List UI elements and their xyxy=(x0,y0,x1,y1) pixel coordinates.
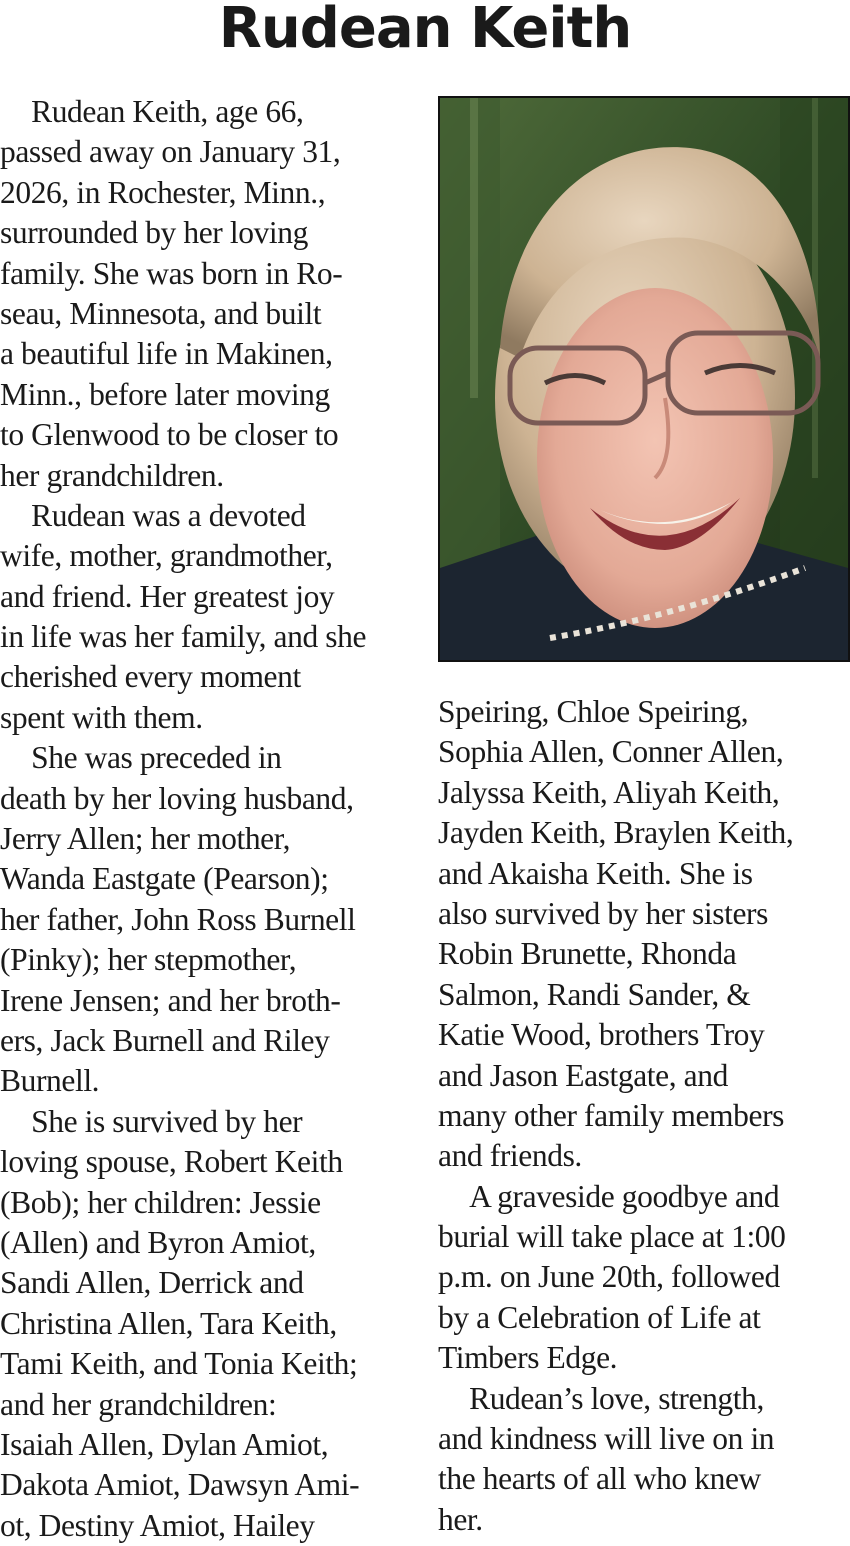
text-line: She is survived by her xyxy=(0,1103,303,1139)
text-line: surrounded by her loving xyxy=(0,215,308,251)
text-line: Sandi Allen, Derrick and xyxy=(0,1265,304,1301)
text-line: Burnell. xyxy=(0,1063,100,1099)
text-line: Speiring, Chloe Speiring, xyxy=(438,694,749,729)
text-line: Irene Jensen; and her broth- xyxy=(0,982,341,1018)
text-line: to Glenwood to be closer to xyxy=(0,417,339,453)
text-line: A graveside goodbye and xyxy=(438,1178,780,1214)
text-line: family. She was born in Ro- xyxy=(0,255,343,291)
text-line: p.m. on June 20th, followed xyxy=(438,1259,780,1295)
text-line: burial will take place at 1:00 xyxy=(438,1219,786,1255)
text-line: Sophia Allen, Conner Allen, xyxy=(438,734,784,770)
text-line: Jayden Keith, Braylen Keith, xyxy=(438,815,794,851)
text-line: Salmon, Randi Sander, & xyxy=(438,976,751,1012)
text-line: and her grandchildren: xyxy=(0,1386,277,1422)
text-line: by a Celebration of Life at xyxy=(438,1299,761,1335)
text-line: Jalyssa Keith, Aliyah Keith, xyxy=(438,774,780,810)
text-line: and Jason Eastgate, and xyxy=(438,1057,728,1093)
text-line: Katie Wood, brothers Troy xyxy=(438,1017,765,1053)
text-line: Wanda Eastgate (Pearson); xyxy=(0,861,329,897)
text-line: and friend. Her greatest joy xyxy=(0,578,335,614)
text-line: (Bob); her children: Jessie xyxy=(0,1184,321,1220)
text-line: and kindness will live on in xyxy=(438,1421,775,1457)
text-line: cherished every moment xyxy=(0,659,301,695)
text-line: Minn., before later moving xyxy=(0,376,330,412)
text-line: ot, Destiny Amiot, Hailey xyxy=(0,1507,315,1543)
text-line: many other family members xyxy=(438,1097,785,1133)
obituary-column-left xyxy=(0,92,420,1546)
text-line: death by her loving husband, xyxy=(0,780,354,816)
text-line: passed away on January 31, xyxy=(0,134,341,170)
text-line: also survived by her sisters xyxy=(438,895,768,931)
text-line: a beautiful life in Makinen, xyxy=(0,336,333,372)
text-line: (Allen) and Byron Amiot, xyxy=(0,1224,316,1260)
text-line: and friends. xyxy=(438,1138,582,1174)
portrait-illustration xyxy=(440,98,848,660)
text-line: Jerry Allen; her mother, xyxy=(0,821,291,857)
text-line: 2026, in Rochester, Minn., xyxy=(0,174,326,210)
text-line: loving spouse, Robert Keith xyxy=(0,1144,343,1180)
text-line: She was preceded in xyxy=(0,740,282,776)
text-line: seau, Minnesota, and built xyxy=(0,295,322,331)
text-line: Dakota Amiot, Dawsyn Ami- xyxy=(0,1467,360,1503)
text-line: her father, John Ross Burnell xyxy=(0,901,356,937)
text-line: ers, Jack Burnell and Riley xyxy=(0,1022,330,1058)
obituary-column-right xyxy=(438,692,850,1540)
text-line: her. xyxy=(438,1501,483,1537)
text-line: Christina Allen, Tara Keith, xyxy=(0,1305,337,1341)
text-line: Rudean’s love, strength, xyxy=(438,1380,764,1416)
obituary-title: Rudean Keith xyxy=(218,0,632,61)
text-line: Rudean was a devoted xyxy=(0,497,306,533)
text-line: Isaiah Allen, Dylan Amiot, xyxy=(0,1426,329,1462)
text-line: her grandchildren. xyxy=(0,457,224,493)
text-line: spent with them. xyxy=(0,699,203,735)
text-line: and Akaisha Keith. She is xyxy=(438,855,753,891)
text-line: Rudean Keith, age 66, xyxy=(0,94,304,129)
text-line: (Pinky); her stepmother, xyxy=(0,942,297,978)
text-line: Robin Brunette, Rhonda xyxy=(438,936,737,972)
text-line: in life was her family, and she xyxy=(0,619,367,655)
text-line: wife, mother, grandmother, xyxy=(0,538,333,574)
text-line: Timbers Edge. xyxy=(438,1340,618,1376)
portrait-photo xyxy=(438,96,850,662)
text-line: Tami Keith, and Tonia Keith; xyxy=(0,1346,358,1382)
text-line: the hearts of all who knew xyxy=(438,1461,761,1497)
